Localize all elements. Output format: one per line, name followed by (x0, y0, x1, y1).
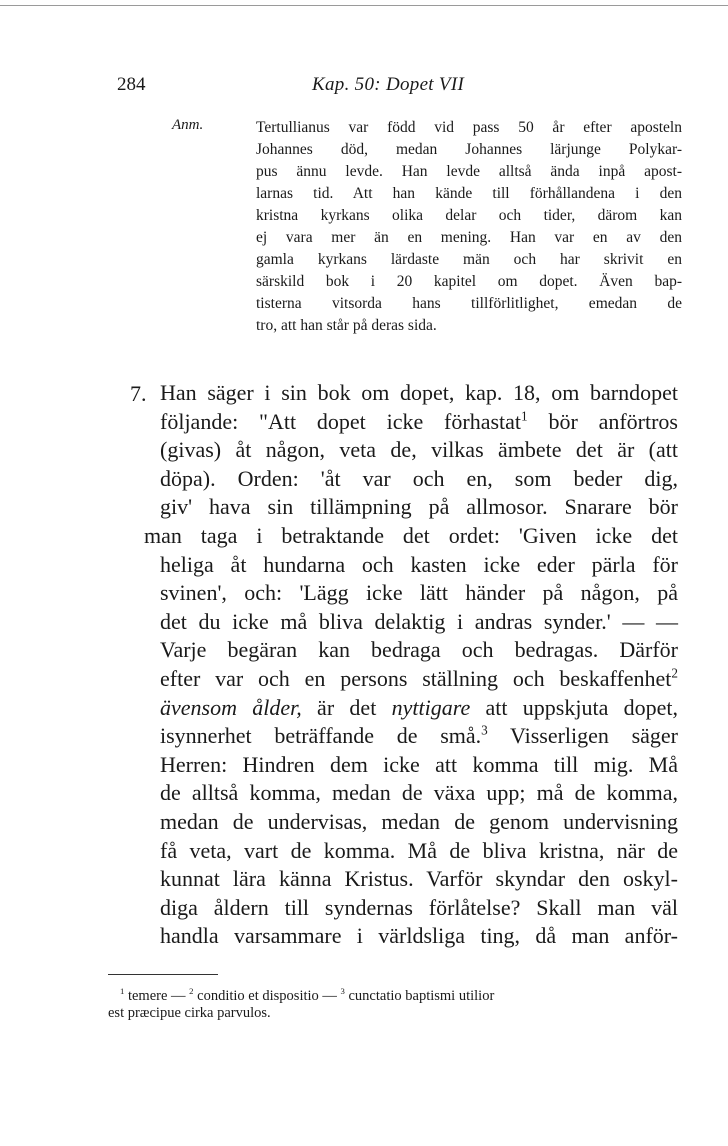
body-text: följande: "Att dopet icke förhastat (160, 408, 522, 434)
body-text: bör anförtros (527, 408, 678, 434)
footnote-line (108, 988, 668, 1005)
footnote-ref-1[interactable]: 1 (521, 408, 528, 424)
body-line: man taga i betraktande det ordet: 'Given icke det (144, 522, 678, 548)
body-line: få veta, vart de komma. Må de bliva kristna, när de (160, 837, 678, 863)
body-text: isynnerhet beträffande de små. (160, 723, 482, 749)
emphasis-text: nyttigare (391, 694, 471, 720)
body-line: döpa). Orden: 'åt var och en, som beder dig, (160, 465, 678, 491)
body-line: medan de undervisas, medan de genom undervisning (160, 808, 678, 834)
body-line: Varje begäran kan bedraga och bedragas. Därför (160, 637, 678, 663)
note-line: ej vara mer än en mening. Han var en av den (256, 229, 682, 246)
body-line (160, 665, 678, 694)
emphasis-text: ävensom ålder, (160, 694, 302, 720)
body-text: att uppskjuta dopet, (470, 694, 678, 720)
footnote-mark-2: 2 (189, 986, 194, 997)
footnote-ref-3[interactable]: 3 (481, 722, 488, 738)
note-line: Tertullianus var född vid pass 50 år efter aposteln (256, 119, 682, 136)
body-text: efter var och en persons ställning och beskaffenhet (160, 665, 672, 691)
footnotes (108, 988, 668, 1022)
footnote-line: est præcipue cirka parvulos. (108, 1005, 271, 1021)
top-border-line (0, 5, 728, 6)
body-line: diga åldern till syndernas förlåtelse? Skall man väl (160, 894, 678, 920)
note-line: kristna kyrkans olika delar och tider, därom kan (256, 207, 682, 224)
note-body (256, 117, 682, 337)
note-line: tisterna vitsorda hans tillförlitlighet, emedan de (256, 295, 682, 312)
body-line: heliga åt hundarna och kasten icke eder pärla för (160, 551, 678, 577)
note-line: larnas tid. Att han kände till förhållandena i den (256, 185, 682, 202)
body-line: det du icke må bliva delaktig i andras synder.' — — (160, 608, 678, 634)
footnote-mark-3: 3 (340, 986, 345, 997)
body-text: är det (301, 694, 392, 720)
body-line: (givas) åt någon, veta de, vilkas ämbete det är (att (160, 437, 678, 463)
body-line (160, 408, 678, 437)
footnote-text: temere — (124, 988, 190, 1004)
body-line: Herren: Hindren dem icke att komma till mig. Må (160, 751, 678, 777)
note-line: pus ännu levde. Han levde alltså ända inpå apost- (256, 163, 682, 180)
note-line: tro, att han står på deras sida. (256, 317, 437, 334)
body-text: Visserligen säger (487, 723, 678, 749)
footnote-ref-2[interactable]: 2 (671, 665, 678, 681)
body-line: kunnat lära känna Kristus. Varför skyndar den oskyl- (160, 866, 678, 892)
body-line: svinen', och: 'Lägg icke lätt händer på någon, på (160, 580, 678, 606)
note-line: särskild bok i 20 kapitel om dopet. Även bap- (256, 273, 682, 290)
note-line: Johannes död, medan Johannes lärjunge Polykar- (256, 141, 682, 158)
body-line: giv' hava sin tillämpning på allmosor. Snarare bör (160, 494, 678, 520)
main-body (144, 379, 678, 951)
body-line: de alltså komma, medan de växa upp; må de komma, (160, 780, 678, 806)
body-line: handla varsammare i världsliga ting, då man anför- (160, 923, 678, 949)
paragraph-number: 7. (130, 381, 147, 406)
page-number: 284 (117, 74, 146, 95)
footnote-text: conditio et dispositio — (193, 988, 341, 1004)
note-line: gamla kyrkans lärdaste män och har skrivit en (256, 251, 682, 268)
note-label: Anm. (172, 117, 204, 133)
running-head: Kap. 50: Dopet VII (312, 74, 465, 95)
footnote-separator (108, 974, 218, 975)
body-line: Han säger i sin bok om dopet, kap. 18, om barndopet (160, 380, 678, 405)
footnote-mark-1: 1 (120, 986, 125, 997)
footnote-text: cunctatio baptismi utilior (344, 988, 495, 1004)
body-line (160, 694, 678, 723)
body-line (160, 722, 678, 751)
